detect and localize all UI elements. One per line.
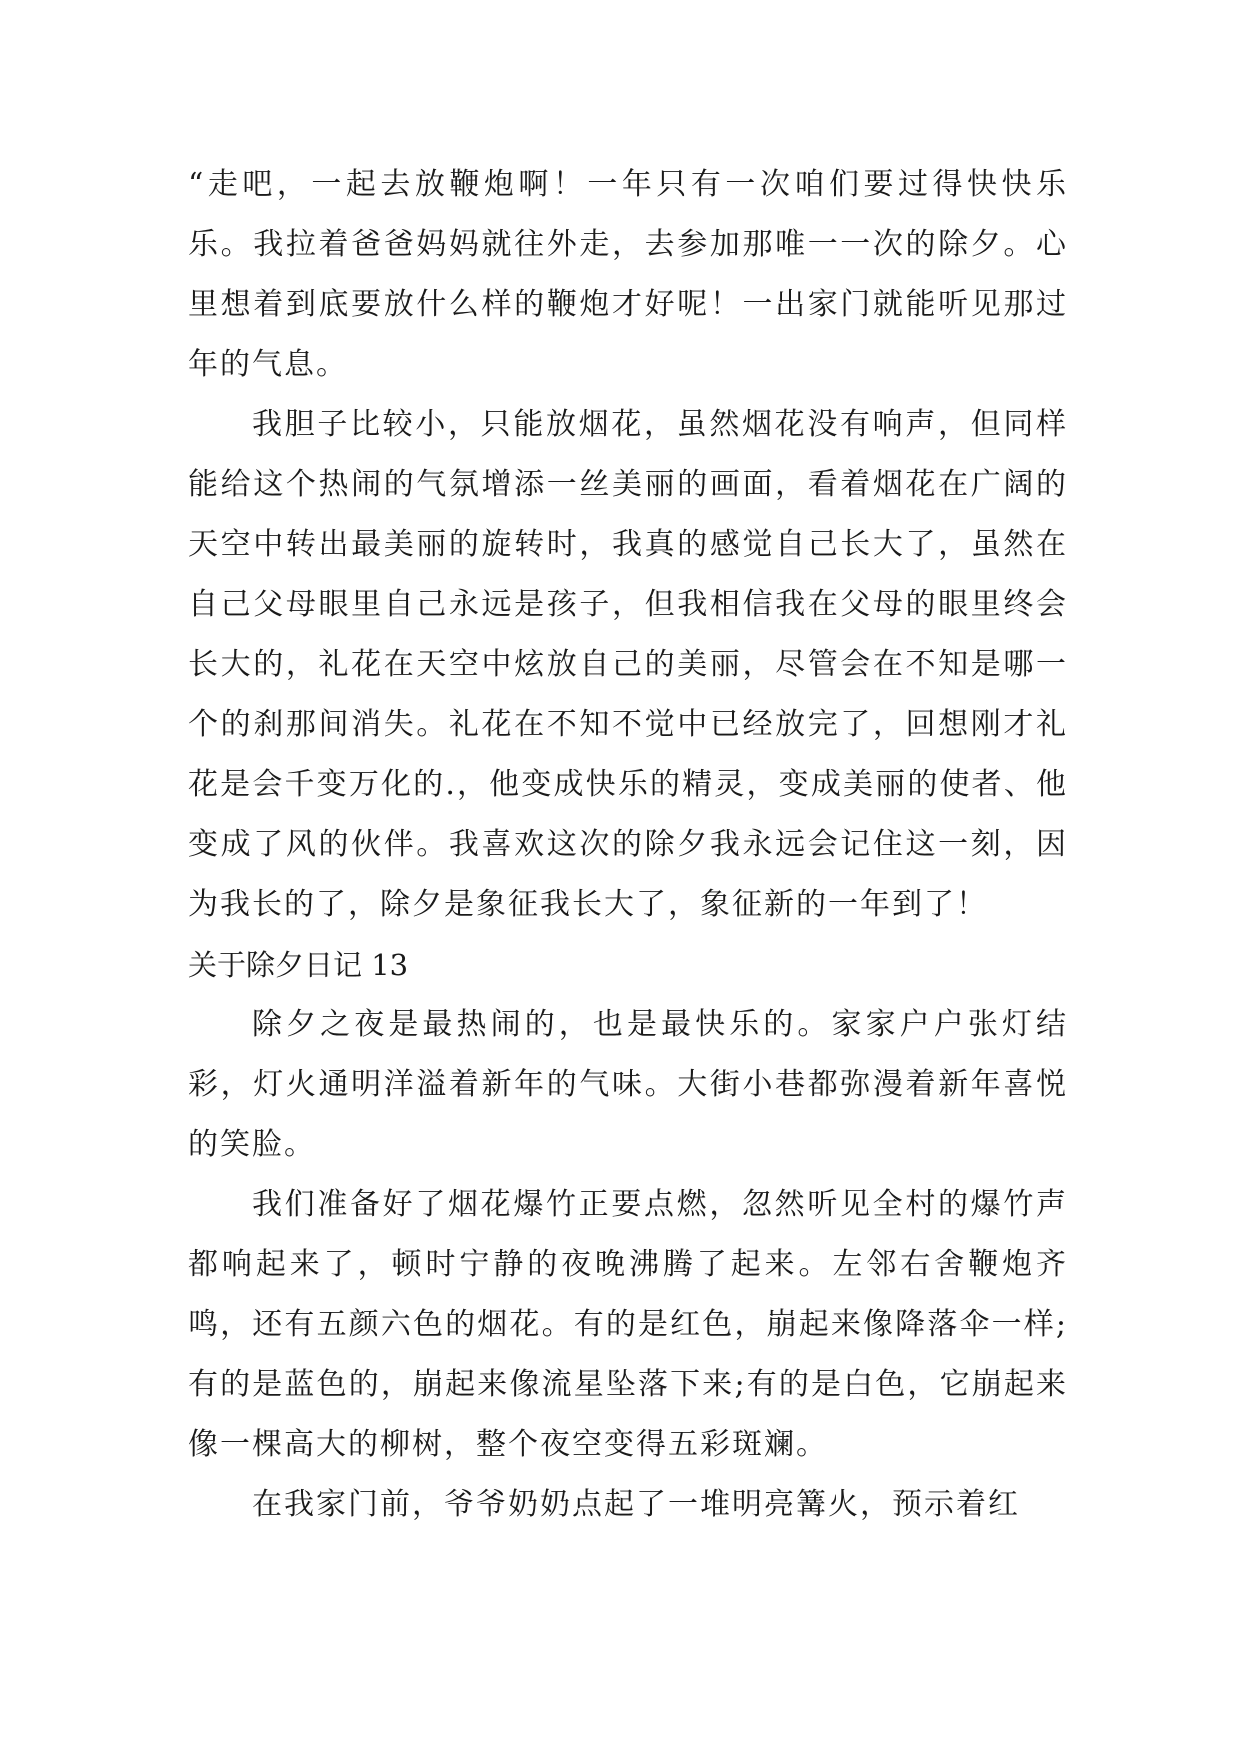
paragraph-new-year-eve: 除夕之夜是最热闹的，也是最快乐的。家家户户张灯结彩，灯火通明洋溢着新年的气味。大街小巷都弥漫着新年喜悦的笑脸。 bbox=[188, 1007, 1068, 1162]
document-body bbox=[188, 155, 1068, 1535]
paragraph-bonfire: 在我家门前，爷爷奶奶点起了一堆明亮篝火，预示着红 bbox=[252, 1487, 1020, 1522]
paragraph-fireworks: 我胆子比较小，只能放烟花，虽然烟花没有响声，但同样能给这个热闹的气氛增添一丝美丽的画面，看着烟花在广阔的天空中转出最美丽的旋转时，我真的感觉自己长大了，虽然在自己父母眼里自己永远是孩子，但我相信我在父母的眼里终会长大的，礼花在天空中炫放自己的美丽，尽管会在不知是哪一个的刹那间消失。礼花在不知不觉中已经放完了，回想刚才礼花是会千变万化的.，他变成快乐的精灵，变成美丽的使者、他变成了风的伙伴。我喜欢这次的除夕我永远会记住这一刻，因为我长的了，除夕是象征我长大了，象征新的一年到了！ bbox=[188, 407, 1068, 922]
paragraph-opening: “走吧，一起去放鞭炮啊！一年只有一次咱们要过得快快乐乐。我拉着爸爸妈妈就往外走，去参加那唯一一次的除夕。心里想着到底要放什么样的鞭炮才好呢！一出家门就能听见那过年的气息。 bbox=[188, 167, 1068, 382]
section-heading: 关于除夕日记 13 bbox=[188, 948, 409, 982]
paragraph-firecrackers: 我们准备好了烟花爆竹正要点燃，忽然听见全村的爆竹声都响起来了，顿时宁静的夜晚沸腾了起来。左邻右舍鞭炮齐鸣，还有五颜六色的烟花。有的是红色，崩起来像降落伞一样;有的是蓝色的，崩起来像流星坠落下来;有的是白色，它崩起来像一棵高大的柳树，整个夜空变得五彩斑斓。 bbox=[188, 1187, 1068, 1462]
